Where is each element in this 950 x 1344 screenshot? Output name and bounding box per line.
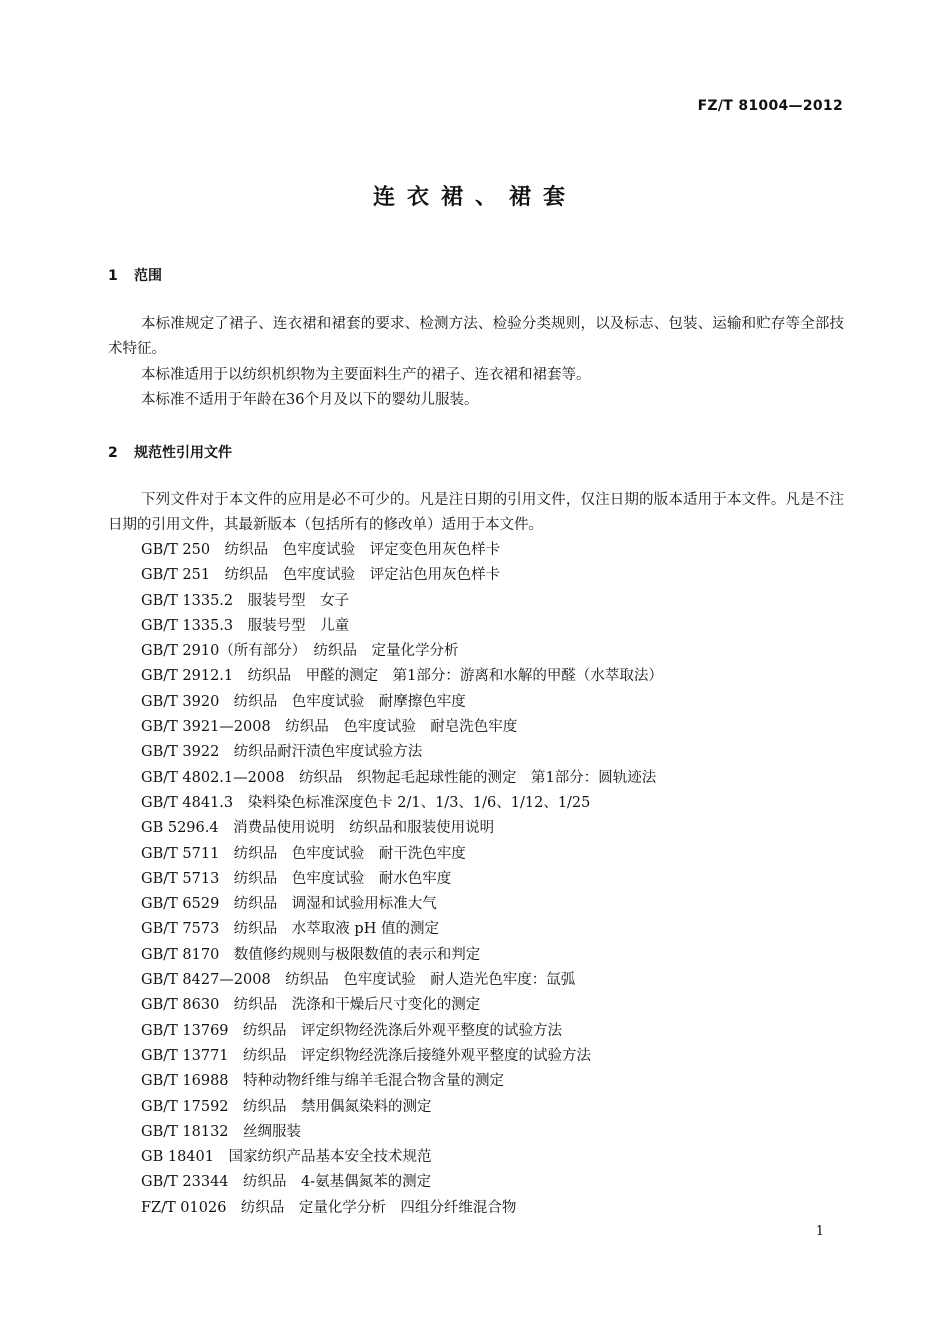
reference-item: GB/T 13769 纺织品 评定织物经洗涤后外观平整度的试验方法	[141, 1022, 563, 1039]
reference-item: GB/T 250 纺织品 色牢度试验 评定变色用灰色样卡	[141, 542, 501, 558]
reference-item: GB/T 23344 纺织品 4-氨基偶氮苯的测定	[141, 1174, 432, 1191]
reference-item: GB/T 13771 纺织品 评定织物经洗涤后接缝外观平整度的试验方法	[141, 1047, 592, 1064]
reference-item: GB/T 5711 纺织品 色牢度试验 耐干洗色牢度	[141, 845, 466, 862]
reference-item: GB/T 17592 纺织品 禁用偶氮染料的测定	[141, 1098, 432, 1115]
reference-item: GB/T 3920 纺织品 色牢度试验 耐摩擦色牢度	[141, 693, 466, 710]
reference-item: GB/T 3922 纺织品耐汗渍色牢度试验方法	[141, 744, 423, 761]
reference-item: GB/T 2910（所有部分） 纺织品 定量化学分析	[141, 643, 459, 660]
reference-item: GB/T 3921—2008 纺织品 色牢度试验 耐皂洗色牢度	[141, 719, 518, 736]
section-1-title: 范围	[134, 268, 162, 284]
reference-list	[141, 538, 846, 1221]
reference-item: GB/T 1335.2 服装号型 女子	[141, 592, 350, 609]
section-1-heading	[108, 265, 162, 285]
reference-item: GB/T 251 纺织品 色牢度试验 评定沾色用灰色样卡	[141, 567, 501, 584]
references-intro: 下列文件对于本文件的应用是必不可少的。凡是注日期的引用文件，仅注日期的版本适用于本文件。凡是不注日期的引用文件，其最新版本（包括所有的修改单）适用于本文件。	[108, 492, 844, 534]
reference-item: GB/T 18132 丝绸服装	[141, 1123, 302, 1140]
reference-item: GB/T 4841.3 染料染色标准深度色卡 2/1、1/3、1/6、1/12、1/25	[141, 794, 591, 811]
standard-number: FZ/T 81004—2012	[697, 98, 843, 114]
reference-item: GB/T 2912.1 纺织品 甲醛的测定 第1部分：游离和水解的甲醛（水萃取法）	[141, 668, 663, 685]
section-1-number: 1	[108, 268, 118, 284]
reference-item: GB/T 16988 特种动物纤维与绵羊毛混合物含量的测定	[141, 1073, 505, 1090]
scope-paragraph-2: 本标准适用于以纺织机织物为主要面料生产的裙子、连衣裙和裙套等。	[141, 367, 591, 383]
reference-item: GB/T 5713 纺织品 色牢度试验 耐水色牢度	[141, 870, 452, 887]
reference-item: GB/T 8427—2008 纺织品 色牢度试验 耐人造光色牢度：氙弧	[141, 972, 576, 989]
page-number: 1	[815, 1224, 824, 1239]
reference-item: GB/T 7573 纺织品 水萃取液 pH 值的测定	[141, 921, 439, 938]
scope-paragraph-1: 本标准规定了裙子、连衣裙和裙套的要求、检测方法、检验分类规则，以及标志、包装、运输和贮存等全部技术特征。	[108, 316, 844, 358]
reference-item: GB/T 4802.1—2008 纺织品 织物起毛起球性能的测定 第1部分：圆轨迹法	[141, 769, 657, 786]
reference-item: GB/T 6529 纺织品 调湿和试验用标准大气	[141, 896, 437, 913]
reference-item: GB 18401 国家纺织产品基本安全技术规范	[141, 1149, 432, 1166]
section-2-title: 规范性引用文件	[134, 445, 232, 461]
section-2-heading	[108, 442, 232, 462]
reference-item: GB/T 8630 纺织品 洗涤和干燥后尺寸变化的测定	[141, 997, 481, 1014]
section-2-number: 2	[108, 445, 118, 461]
scope-paragraph-3: 本标准不适用于年龄在36个月及以下的婴幼儿服装。	[141, 392, 479, 408]
reference-item: GB/T 8170 数值修约规则与极限数值的表示和判定	[141, 946, 481, 963]
reference-item: FZ/T 01026 纺织品 定量化学分析 四组分纤维混合物	[141, 1199, 517, 1216]
document-title: 连衣裙、裙套	[372, 185, 577, 210]
reference-item: GB 5296.4 消费品使用说明 纺织品和服装使用说明	[141, 820, 495, 837]
reference-item: GB/T 1335.3 服装号型 儿童	[141, 617, 350, 634]
